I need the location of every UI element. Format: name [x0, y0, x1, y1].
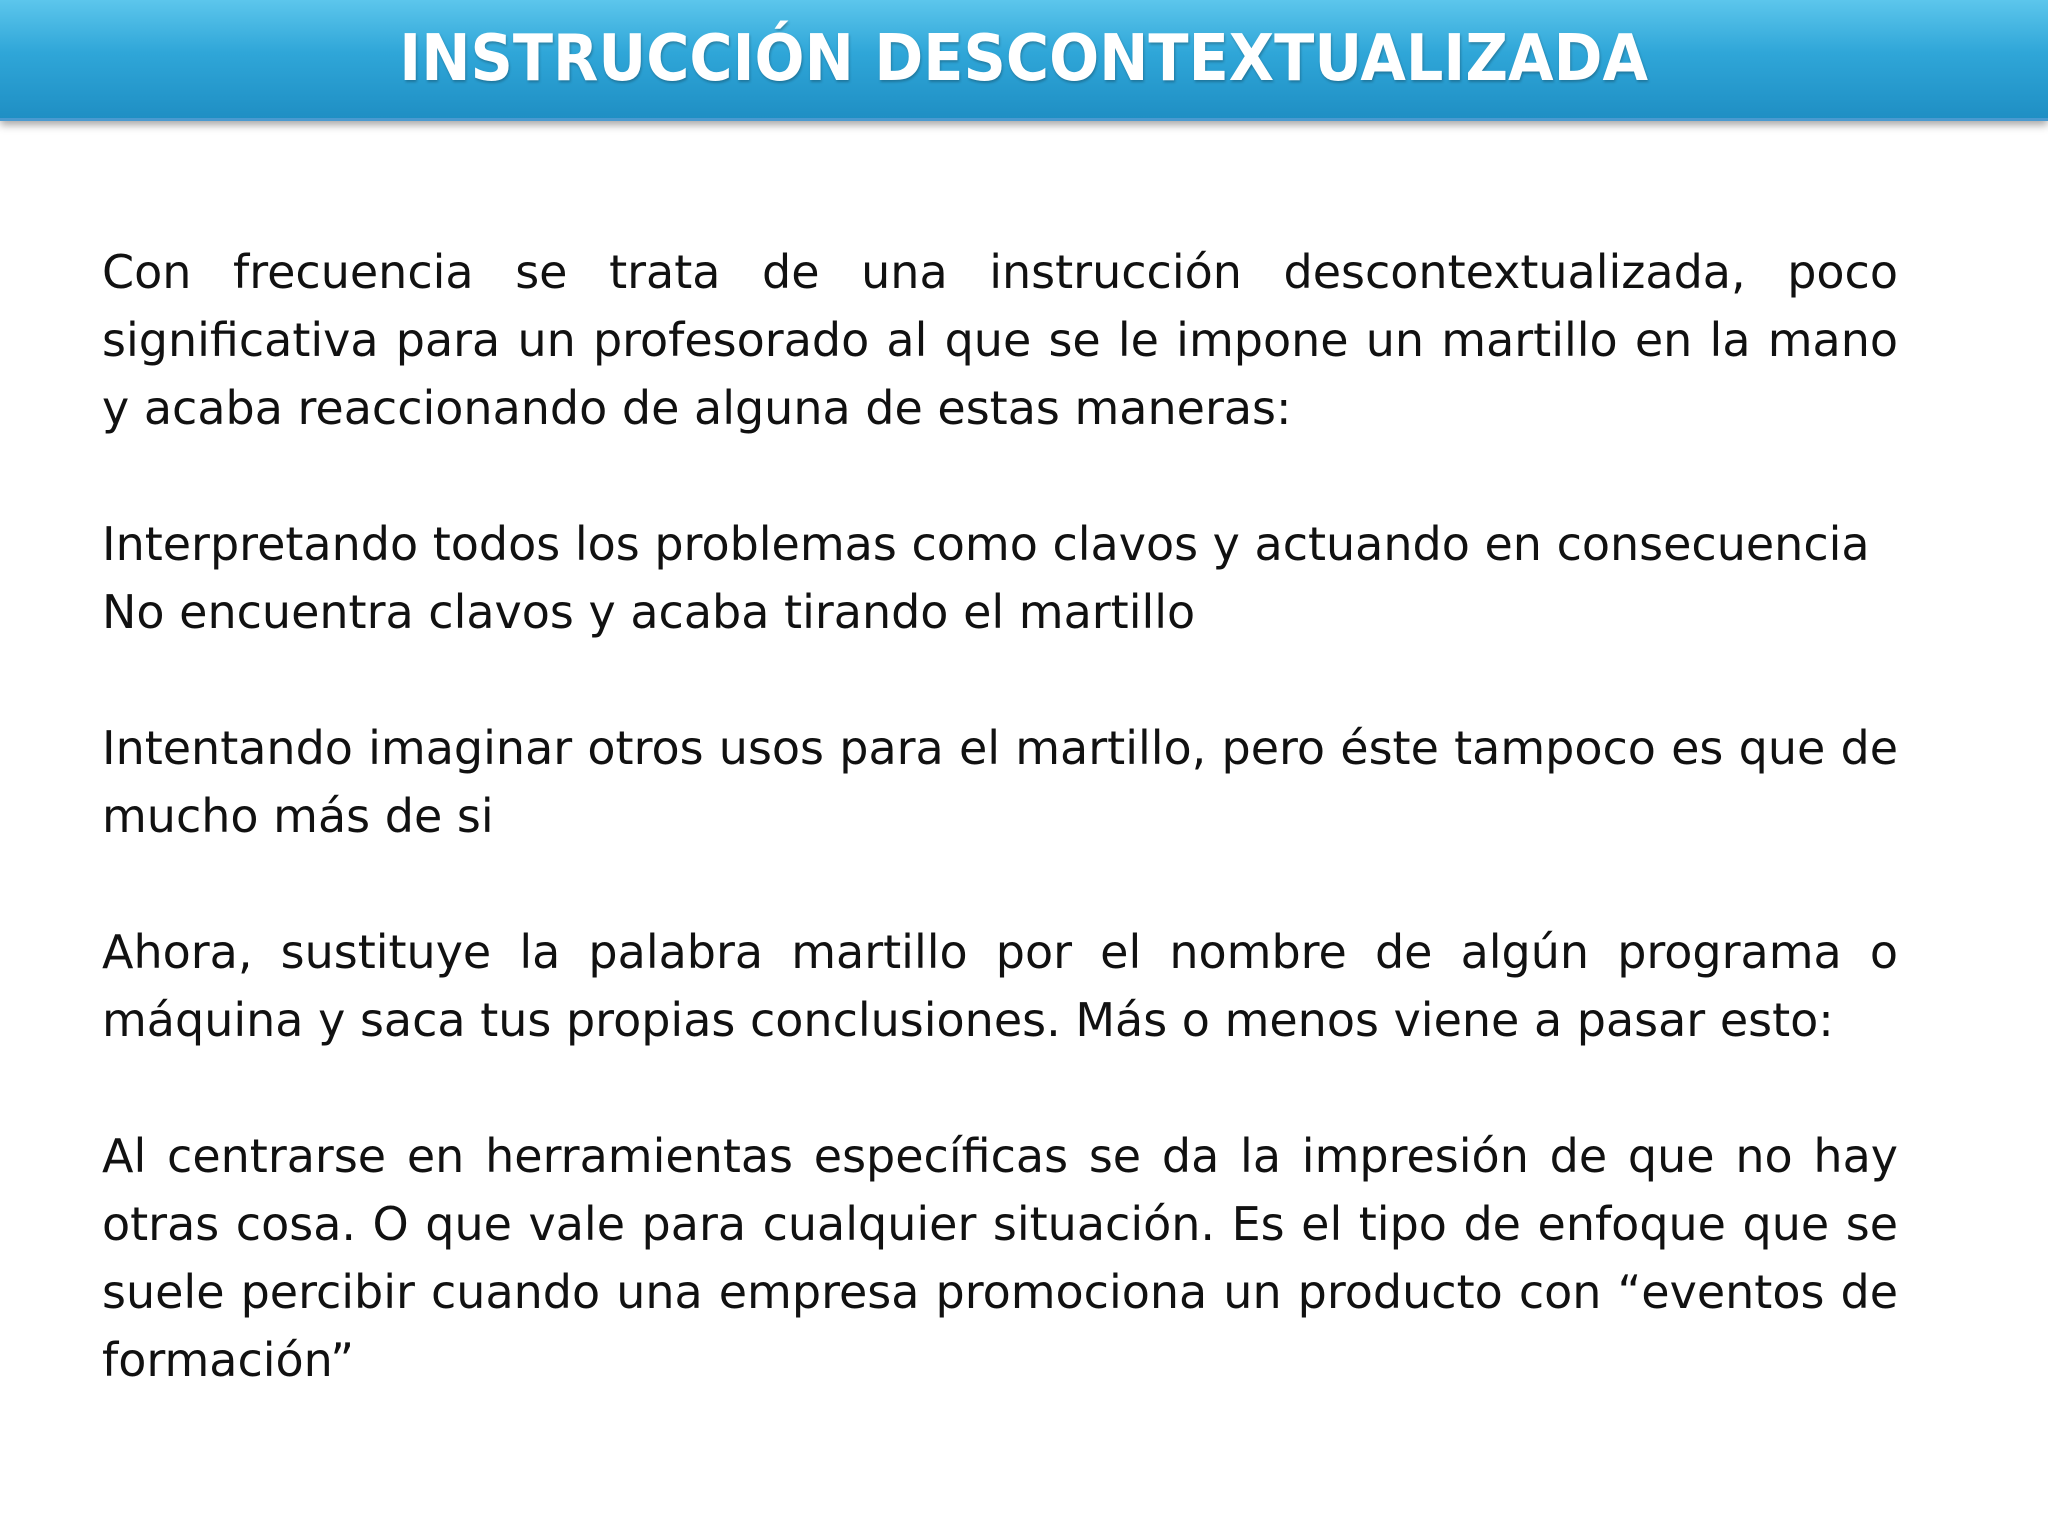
spacer — [102, 850, 1898, 918]
paragraph-reaction-2: No encuentra clavos y acaba tirando el martillo — [102, 585, 1196, 639]
paragraph-intro: Con frecuencia se trata de una instrucción descontextualizada, poco significativa para un profesorado al que se le impone un martillo en la mano y acaba reaccionando de alguna de estas maneras: — [102, 245, 1898, 435]
slide-title: INSTRUCCIÓN DESCONTEXTUALIZADA — [399, 22, 1649, 96]
spacer — [102, 442, 1898, 510]
paragraph-reaction-3: Intentando imaginar otros usos para el martillo, pero éste tampoco es que de mucho más de si — [102, 721, 1898, 843]
paragraph-reaction-1: Interpretando todos los problemas como clavos y actuando en consecuencia — [102, 517, 1870, 571]
title-bar — [0, 0, 2048, 121]
spacer — [102, 1054, 1898, 1122]
paragraph-conclusion: Al centrarse en herramientas específicas se da la impresión de que no hay otras cosa. O que vale para cualquier situación. Es el tipo de enfoque que se suele percibir cuando una empresa promociona un producto con “eventos de formación” — [102, 1129, 1898, 1387]
spacer — [102, 646, 1898, 714]
slide-body — [102, 238, 1898, 1394]
paragraph-substitute: Ahora, sustituye la palabra martillo por el nombre de algún programa o máquina y saca tus propias conclusiones. Más o menos viene a pasar esto: — [102, 925, 1898, 1047]
